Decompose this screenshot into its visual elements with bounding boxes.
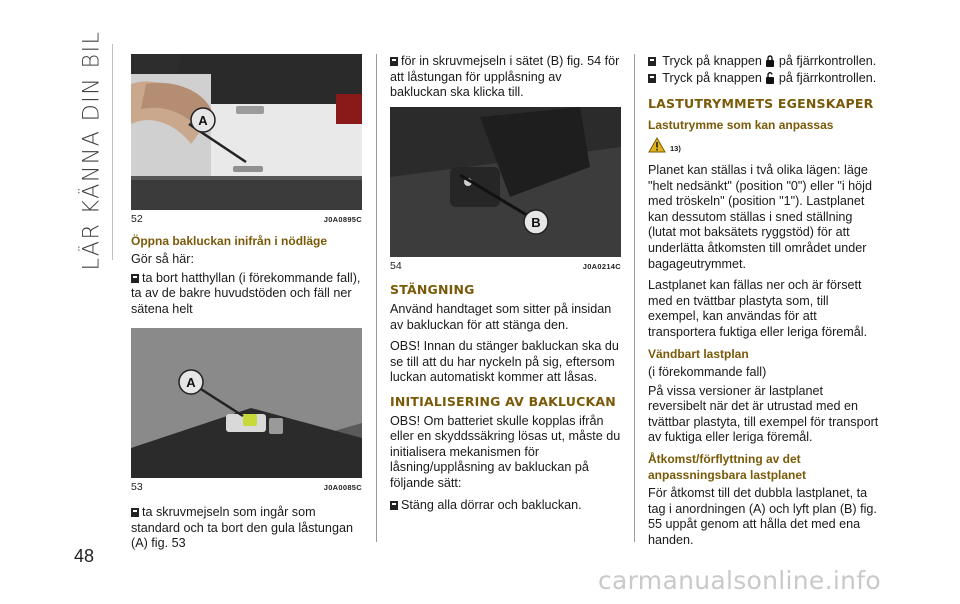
- reversible-paragraph-2: På vissa versioner är lastplanet reversibelt när det är utrustad med en tvättbar plastyta, till exempel för transport av fuktiga eller leriga föremål.: [648, 383, 879, 445]
- figure-52: [131, 54, 362, 210]
- figure-53-number: 53: [131, 480, 143, 493]
- adjust-paragraph-1: Planet kan ställas i två olika lägen: läge "helt nedsänkt" (position "0") eller "i höjd med tröskeln" (position "1"). Lastplanet kan dessutom ställas i sned ställning (lutat mot baksätets ryggstöd) för att underlätta åtkomsten till området under bagageutrymmet.: [648, 162, 872, 271]
- figure-53-code: J0A0085C: [323, 482, 362, 492]
- page-number: 48: [74, 546, 95, 566]
- bullet-text-post: på fjärrkontrollen.: [778, 70, 877, 85]
- bullet-text-pre: Tryck på knappen: [662, 54, 762, 68]
- bullet-icon: [131, 508, 139, 517]
- warning-reference: [648, 137, 880, 157]
- column-3: [648, 54, 880, 555]
- bullet-icon: [131, 274, 139, 283]
- figure-54-number: 54: [390, 259, 402, 272]
- figure-52-callout: A: [198, 113, 208, 128]
- bullet-text-pre: Tryck på knappen: [662, 70, 762, 85]
- lock-icon: [765, 55, 775, 67]
- figure-53: [131, 328, 362, 478]
- chapter-title-text: LÄR KÄNNA DIN BIL: [79, 30, 105, 270]
- bullet-icon: [390, 501, 398, 510]
- figure-52-caption: [131, 212, 362, 228]
- figure-54: [390, 107, 621, 257]
- section-heading-init: INITIALISERING AV BAKLUCKAN: [390, 393, 616, 409]
- column-2: [390, 54, 621, 519]
- subheading-access: Åtkomst/förflyttning av det anpassningsbara lastplanet: [648, 452, 807, 482]
- bullet-text: ta skruvmejseln som ingår som standard och ta bort den gula låstungan (A) fig. 53: [131, 505, 353, 551]
- figure-53-callout: A: [186, 374, 196, 390]
- section-heading-closing: STÄNGNING: [390, 282, 475, 298]
- bullet-item: [648, 54, 880, 70]
- bullet-icon: [390, 57, 398, 66]
- figure-52-code: J0A0895C: [323, 215, 362, 224]
- reversible-paragraph-1: (i förekommande fall): [648, 365, 767, 380]
- bullet-text: Stäng alla dörrar och bakluckan.: [401, 497, 582, 512]
- bullet-item: [131, 271, 362, 318]
- bullet-icon: [648, 57, 656, 66]
- bullet-item: [390, 54, 621, 101]
- intro-text: Gör så här:: [131, 252, 194, 267]
- figure-54-callout: B: [531, 214, 541, 230]
- warning-icon: [648, 137, 666, 153]
- init-paragraph: OBS! Om batteriet skulle kopplas ifrån eller en skyddssäkring lösas ut, måste du initialisera mekanismen för låsning/upplåsning av bakluckan på följande sätt:: [390, 413, 621, 490]
- bullet-text: för in skruvmejseln i sätet (B) fig. 54 för att låstungan för upplåsning av bakluckan ska klicka till.: [390, 54, 620, 100]
- chapter-side-title: [70, 30, 114, 270]
- bullet-item: [648, 71, 880, 87]
- closing-paragraph-1: Använd handtaget som sitter på insidan av bakluckan för att stänga den.: [390, 301, 612, 332]
- figure-52-number: 52: [131, 213, 143, 225]
- watermark: carmanualsonline.info: [598, 566, 881, 595]
- bullet-icon: [648, 74, 656, 83]
- bullet-item: [131, 505, 362, 552]
- closing-paragraph-2: OBS! Innan du stänger bakluckan ska du se till att du har nyckeln på sig, eftersom luckan automatiskt kommer att låsas.: [390, 339, 619, 385]
- figure-54-code: J0A0214C: [582, 261, 621, 271]
- side-divider: [112, 44, 113, 260]
- section-heading-emergency-open: Öppna bakluckan inifrån i nödläge: [131, 233, 328, 248]
- access-paragraph: För åtkomst till det dubbla lastplanet, ta tag i anordningen (A) och lyft plan (B) fig. 55 uppåt genom att hålla det med ena handen.: [648, 486, 877, 548]
- bullet-item: [390, 498, 621, 514]
- figure-52-image: [131, 54, 362, 210]
- figure-53-image: [131, 328, 362, 478]
- column-1: [131, 54, 362, 558]
- figure-54-caption: [390, 259, 621, 275]
- figure-54-image: [390, 107, 621, 257]
- column-separator: [376, 54, 377, 542]
- bullet-text-post: på fjärrkontrollen.: [778, 54, 877, 68]
- figure-53-caption: [131, 480, 362, 496]
- warning-ref-number: 13): [670, 144, 681, 154]
- bullet-text: ta bort hatthyllan (i förekommande fall), ta av de bakre huvudstöden och fäll ner sätena helt: [131, 270, 361, 316]
- column-separator: [634, 54, 635, 542]
- section-heading-cargo: LASTUTRYMMETS EGENSKAPER: [648, 96, 874, 112]
- adjust-paragraph-2: Lastplanet kan fällas ner och är försett med en tvättbar plastyta som, till exempel, kan användas för att transportera fuktiga eller leriga föremål.: [648, 278, 868, 339]
- subheading-reversible: Vändbart lastplan: [648, 346, 749, 361]
- unlock-icon: [765, 72, 775, 84]
- subheading-adjustable: Lastutrymme som kan anpassas: [648, 117, 834, 132]
